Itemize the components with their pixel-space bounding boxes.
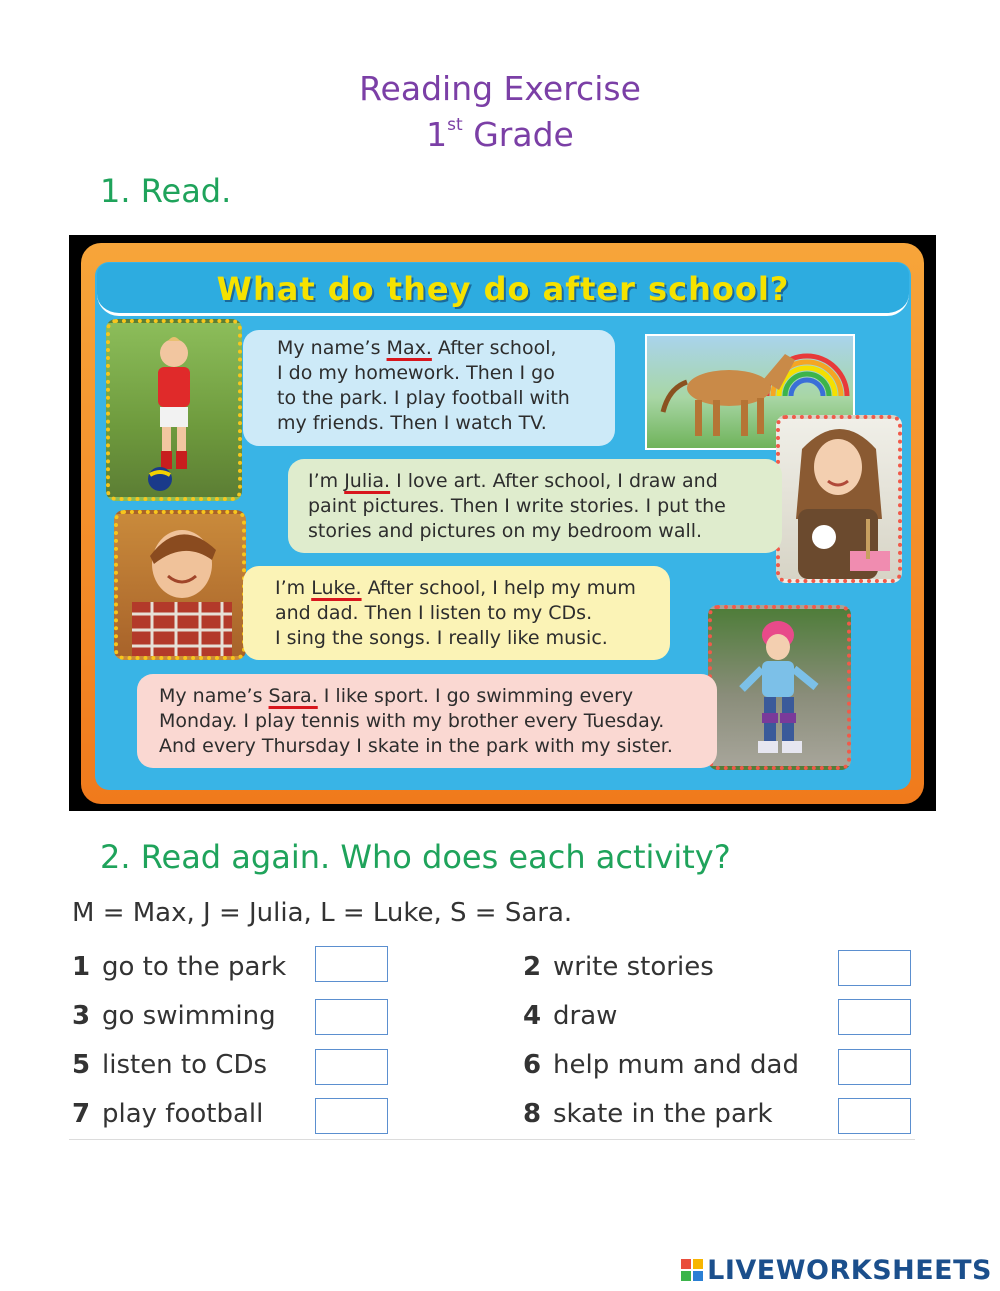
sara-line-3: And every Thursday I skate in the park with my sister. xyxy=(159,735,673,757)
item-number: 5 xyxy=(72,1050,91,1080)
sara-text-bubble xyxy=(137,674,717,768)
max-photo xyxy=(106,319,242,501)
luke-text-bubble xyxy=(243,566,670,660)
max-line-3: to the park. I play football with xyxy=(277,387,570,409)
item-number: 1 xyxy=(72,952,91,982)
item-text: draw xyxy=(553,1001,618,1031)
grade-suffix: st xyxy=(447,115,463,135)
sara-photo xyxy=(708,605,851,770)
sara-line-1-rest: I like sport. I go swimming every xyxy=(317,685,634,707)
grade-number: 1 xyxy=(426,115,448,154)
section-2-heading: 2. Read again. Who does each activity? xyxy=(100,838,731,876)
luke-photo xyxy=(114,510,246,660)
max-line-2: I do my homework. Then I go xyxy=(277,362,555,384)
item-number: 6 xyxy=(523,1050,542,1080)
exercise-item-7 xyxy=(72,1096,263,1132)
logo-text: LIVEWORKSHEETS xyxy=(707,1255,992,1286)
sara-name: Sara. xyxy=(268,685,318,707)
page-title: Reading Exercise xyxy=(359,69,641,108)
julia-photo xyxy=(776,415,902,583)
answer-box-8[interactable] xyxy=(838,1098,911,1134)
liveworksheets-logo xyxy=(681,1255,992,1286)
luke-line-1 xyxy=(275,576,670,601)
luke-line-3: I sing the songs. I really like music. xyxy=(275,627,608,649)
item-text: play football xyxy=(102,1099,264,1129)
item-text: go swimming xyxy=(102,1001,276,1031)
grade-word: Grade xyxy=(473,115,574,154)
item-number: 4 xyxy=(523,1001,542,1031)
exercise-item-8 xyxy=(523,1096,773,1132)
exercise-item-2 xyxy=(523,949,714,985)
boy-smiling-illustration xyxy=(118,514,242,656)
julia-name: Julia. xyxy=(344,470,391,492)
max-line-4: my friends. Then I watch TV. xyxy=(277,412,547,434)
section-1-heading: 1. Read. xyxy=(100,172,232,210)
answer-box-4[interactable] xyxy=(838,999,911,1035)
boy-football-illustration xyxy=(110,323,238,497)
item-number: 7 xyxy=(72,1099,91,1129)
sara-line-2: Monday. I play tennis with my brother every Tuesday. xyxy=(159,710,665,732)
julia-line-2: paint pictures. Then I write stories. I put the xyxy=(308,495,726,517)
julia-line-3: stories and pictures on my bedroom wall. xyxy=(308,520,703,542)
reading-banner: What do they do after school? xyxy=(97,263,909,316)
girl-skating-illustration xyxy=(712,609,847,766)
luke-pre: I’m xyxy=(275,577,312,599)
julia-text-bubble xyxy=(288,459,782,553)
exercise-item-3 xyxy=(72,998,276,1034)
divider-line xyxy=(69,1139,915,1140)
answer-box-5[interactable] xyxy=(315,1049,388,1085)
item-text: skate in the park xyxy=(553,1099,773,1129)
exercise-item-6 xyxy=(523,1047,799,1083)
max-pre: My name’s xyxy=(277,337,387,359)
exercise-item-1 xyxy=(72,949,286,985)
sara-line-1 xyxy=(159,684,717,709)
luke-name: Luke. xyxy=(311,577,362,599)
luke-line-2: and dad. Then I listen to my CDs. xyxy=(275,602,593,624)
max-name: Max. xyxy=(386,337,432,359)
item-number: 8 xyxy=(523,1099,542,1129)
answer-box-2[interactable] xyxy=(838,950,911,986)
max-line-1 xyxy=(277,336,615,361)
girl-painting-illustration xyxy=(780,419,898,579)
answer-key-legend: M = Max, J = Julia, L = Luke, S = Sara. xyxy=(72,898,573,928)
item-text: write stories xyxy=(553,952,714,982)
max-line-1-rest: After school, xyxy=(431,337,557,359)
sara-pre: My name’s xyxy=(159,685,269,707)
answer-box-7[interactable] xyxy=(315,1098,388,1134)
julia-pre: I’m xyxy=(308,470,345,492)
item-number: 2 xyxy=(523,952,542,982)
answer-box-6[interactable] xyxy=(838,1049,911,1085)
answer-box-3[interactable] xyxy=(315,999,388,1035)
exercise-item-4 xyxy=(523,998,617,1034)
item-text: help mum and dad xyxy=(553,1050,799,1080)
item-text: listen to CDs xyxy=(102,1050,268,1080)
exercise-item-5 xyxy=(72,1047,267,1083)
luke-line-1-rest: After school, I help my mum xyxy=(361,577,636,599)
item-text: go to the park xyxy=(102,952,287,982)
liveworksheets-logo-icon xyxy=(681,1259,703,1281)
grade-subtitle xyxy=(0,110,1000,154)
julia-line-1-rest: I love art. After school, I draw and xyxy=(390,470,718,492)
max-text-bubble xyxy=(243,330,615,446)
answer-box-1[interactable] xyxy=(315,946,388,982)
item-number: 3 xyxy=(72,1001,91,1031)
julia-line-1 xyxy=(308,469,782,494)
